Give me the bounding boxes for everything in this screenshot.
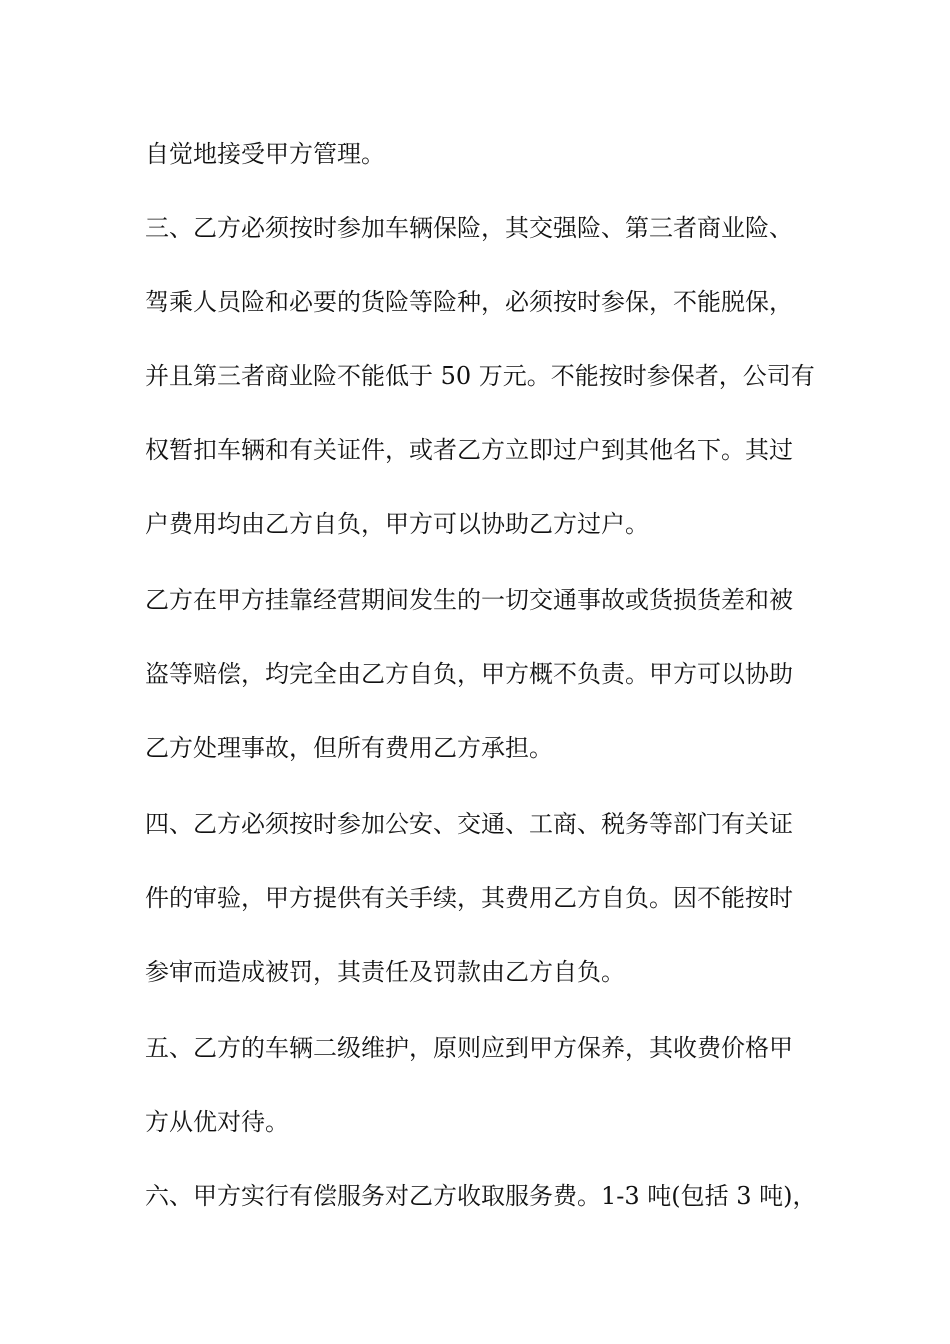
text-line: 盗等赔偿，均完全由乙方自负，甲方概不负责。甲方可以协助 xyxy=(145,660,793,688)
text-line: 并且第三者商业险不能低于 50 万元。不能按时参保者，公司有 xyxy=(145,362,815,390)
text-line: 四、乙方必须按时参加公安、交通、工商、税务等部门有关证 xyxy=(145,810,793,838)
text-line: 乙方在甲方挂靠经营期间发生的一切交通事故或货损货差和被 xyxy=(145,586,793,614)
text-line: 乙方处理事故，但所有费用乙方承担。 xyxy=(145,734,553,762)
text-line: 六、甲方实行有偿服务对乙方收取服务费。1-3 吨(包括 3 吨)， xyxy=(145,1182,817,1210)
text-line: 自觉地接受甲方管理。 xyxy=(145,140,385,168)
text-line: 件的审验，甲方提供有关手续，其费用乙方自负。因不能按时 xyxy=(145,884,793,912)
text-line: 方从优对待。 xyxy=(145,1108,289,1136)
text-line: 户费用均由乙方自负，甲方可以协助乙方过户。 xyxy=(145,510,649,538)
text-line: 参审而造成被罚，其责任及罚款由乙方自负。 xyxy=(145,958,625,986)
text-line: 驾乘人员险和必要的货险等险种，必须按时参保，不能脱保， xyxy=(145,288,793,316)
text-line: 五、乙方的车辆二级维护，原则应到甲方保养，其收费价格甲 xyxy=(145,1034,793,1062)
text-line: 权暂扣车辆和有关证件，或者乙方立即过户到其他名下。其过 xyxy=(145,436,793,464)
text-line: 三、乙方必须按时参加车辆保险，其交强险、第三者商业险、 xyxy=(145,214,793,242)
